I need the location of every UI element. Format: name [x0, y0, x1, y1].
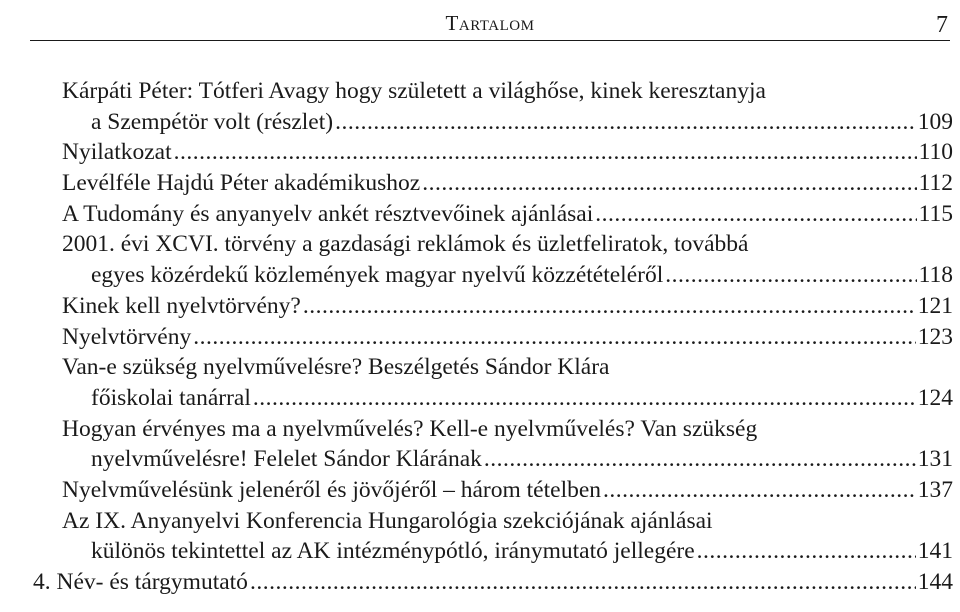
toc-entry-title: egyes közérdekű közlemények magyar nyelvű közzétételéről — [91, 262, 664, 289]
toc-entry-line — [0, 168, 960, 199]
toc-page-number: 141 — [917, 538, 953, 565]
dot-leader — [174, 137, 917, 168]
toc-page-number: 110 — [918, 139, 953, 166]
dot-leader — [484, 444, 916, 475]
toc-entry-line — [0, 107, 960, 138]
toc-entry-line — [0, 444, 960, 475]
dot-leader — [665, 260, 916, 291]
dot-leader — [595, 199, 916, 230]
toc-entry-title: különös tekintettel az AK intézménypótló, iránymutató jellegére — [91, 538, 695, 565]
toc-section-title: 4. Név- és tárgymutató — [33, 569, 248, 595]
line-pad — [766, 76, 960, 107]
header-page-number: 7 — [936, 12, 948, 38]
dot-leader — [697, 536, 916, 567]
toc-page-number: 124 — [917, 384, 953, 411]
toc-page-number: 131 — [917, 446, 953, 473]
toc-page-number: 121 — [917, 292, 953, 319]
toc-entry-title: Nyelvtörvény — [62, 323, 192, 350]
toc-entry-title: Nyelvművelésünk jelenéről és jövőjéről – három tételben — [62, 476, 602, 503]
toc-entry-line — [0, 536, 960, 567]
toc-entry-title: a Szempétör volt (részlet) — [91, 108, 334, 135]
running-header — [30, 6, 950, 41]
line-pad — [713, 506, 960, 537]
toc-entry-title: nyelvművelésre! Felelet Sándor Klárának — [91, 446, 482, 473]
toc-page-number: 118 — [918, 262, 953, 289]
toc-section-line — [0, 567, 960, 598]
toc-entry-line — [0, 76, 960, 107]
toc-entry-title: 2001. évi XCVI. törvény a gazdasági reklámok és üzletfeliratok, továbbá — [62, 231, 749, 258]
toc-entry-title: Kárpáti Péter: Tótferi Avagy hogy született a világhőse, kinek keresztanyja — [62, 78, 766, 104]
toc-page-number: 144 — [917, 569, 953, 595]
line-pad — [749, 229, 960, 260]
dot-leader — [303, 291, 916, 322]
toc-page-number: 109 — [917, 108, 953, 135]
toc-entry-line — [0, 475, 960, 506]
toc-entry-line — [0, 506, 960, 537]
toc-entry-title: Levélféle Hajdú Péter akadémikushoz — [62, 170, 421, 197]
toc-entry-title: Az IX. Anyanyelvi Konferencia Hungarológia szekciójának ajánlásai — [62, 507, 713, 534]
toc-page-number: 137 — [917, 476, 953, 503]
line-pad — [757, 414, 960, 445]
header-title: Tartalom — [445, 10, 535, 35]
toc-entry-line — [0, 383, 960, 414]
toc-entry-line — [0, 260, 960, 291]
toc-entry-line — [0, 137, 960, 168]
toc-entry-title: főiskolai tanárral — [91, 384, 251, 411]
toc-page-number: 115 — [918, 200, 953, 227]
toc-entry-line — [0, 352, 960, 383]
toc-entry-title: A Tudomány és anyanyelv ankét résztvevőinek ajánlásai — [62, 200, 594, 227]
dot-leader — [253, 383, 916, 414]
line-pad — [609, 352, 960, 383]
dot-leader — [603, 475, 916, 506]
toc-entry-line — [0, 322, 960, 353]
toc-entry-title: Kinek kell nyelvtörvény? — [62, 292, 301, 319]
dot-leader — [193, 322, 916, 353]
toc-entry-title: Van-e szükség nyelvművelésre? Beszélgetés Sándor Klára — [62, 354, 610, 381]
toc-entry-title: Nyilatkozat — [62, 139, 172, 166]
table-of-contents — [0, 76, 960, 598]
toc-page-number: 123 — [917, 323, 953, 350]
toc-page-number: 112 — [918, 170, 953, 197]
toc-entry-line — [0, 414, 960, 445]
toc-entry-line — [0, 199, 960, 230]
dot-leader — [422, 168, 916, 199]
toc-entry-line — [0, 291, 960, 322]
toc-entry-line — [0, 229, 960, 260]
dot-leader — [335, 107, 916, 138]
toc-entry-title: Hogyan érvényes ma a nyelvművelés? Kell-e nyelvművelés? Van szükség — [62, 415, 758, 442]
dot-leader — [250, 567, 916, 598]
